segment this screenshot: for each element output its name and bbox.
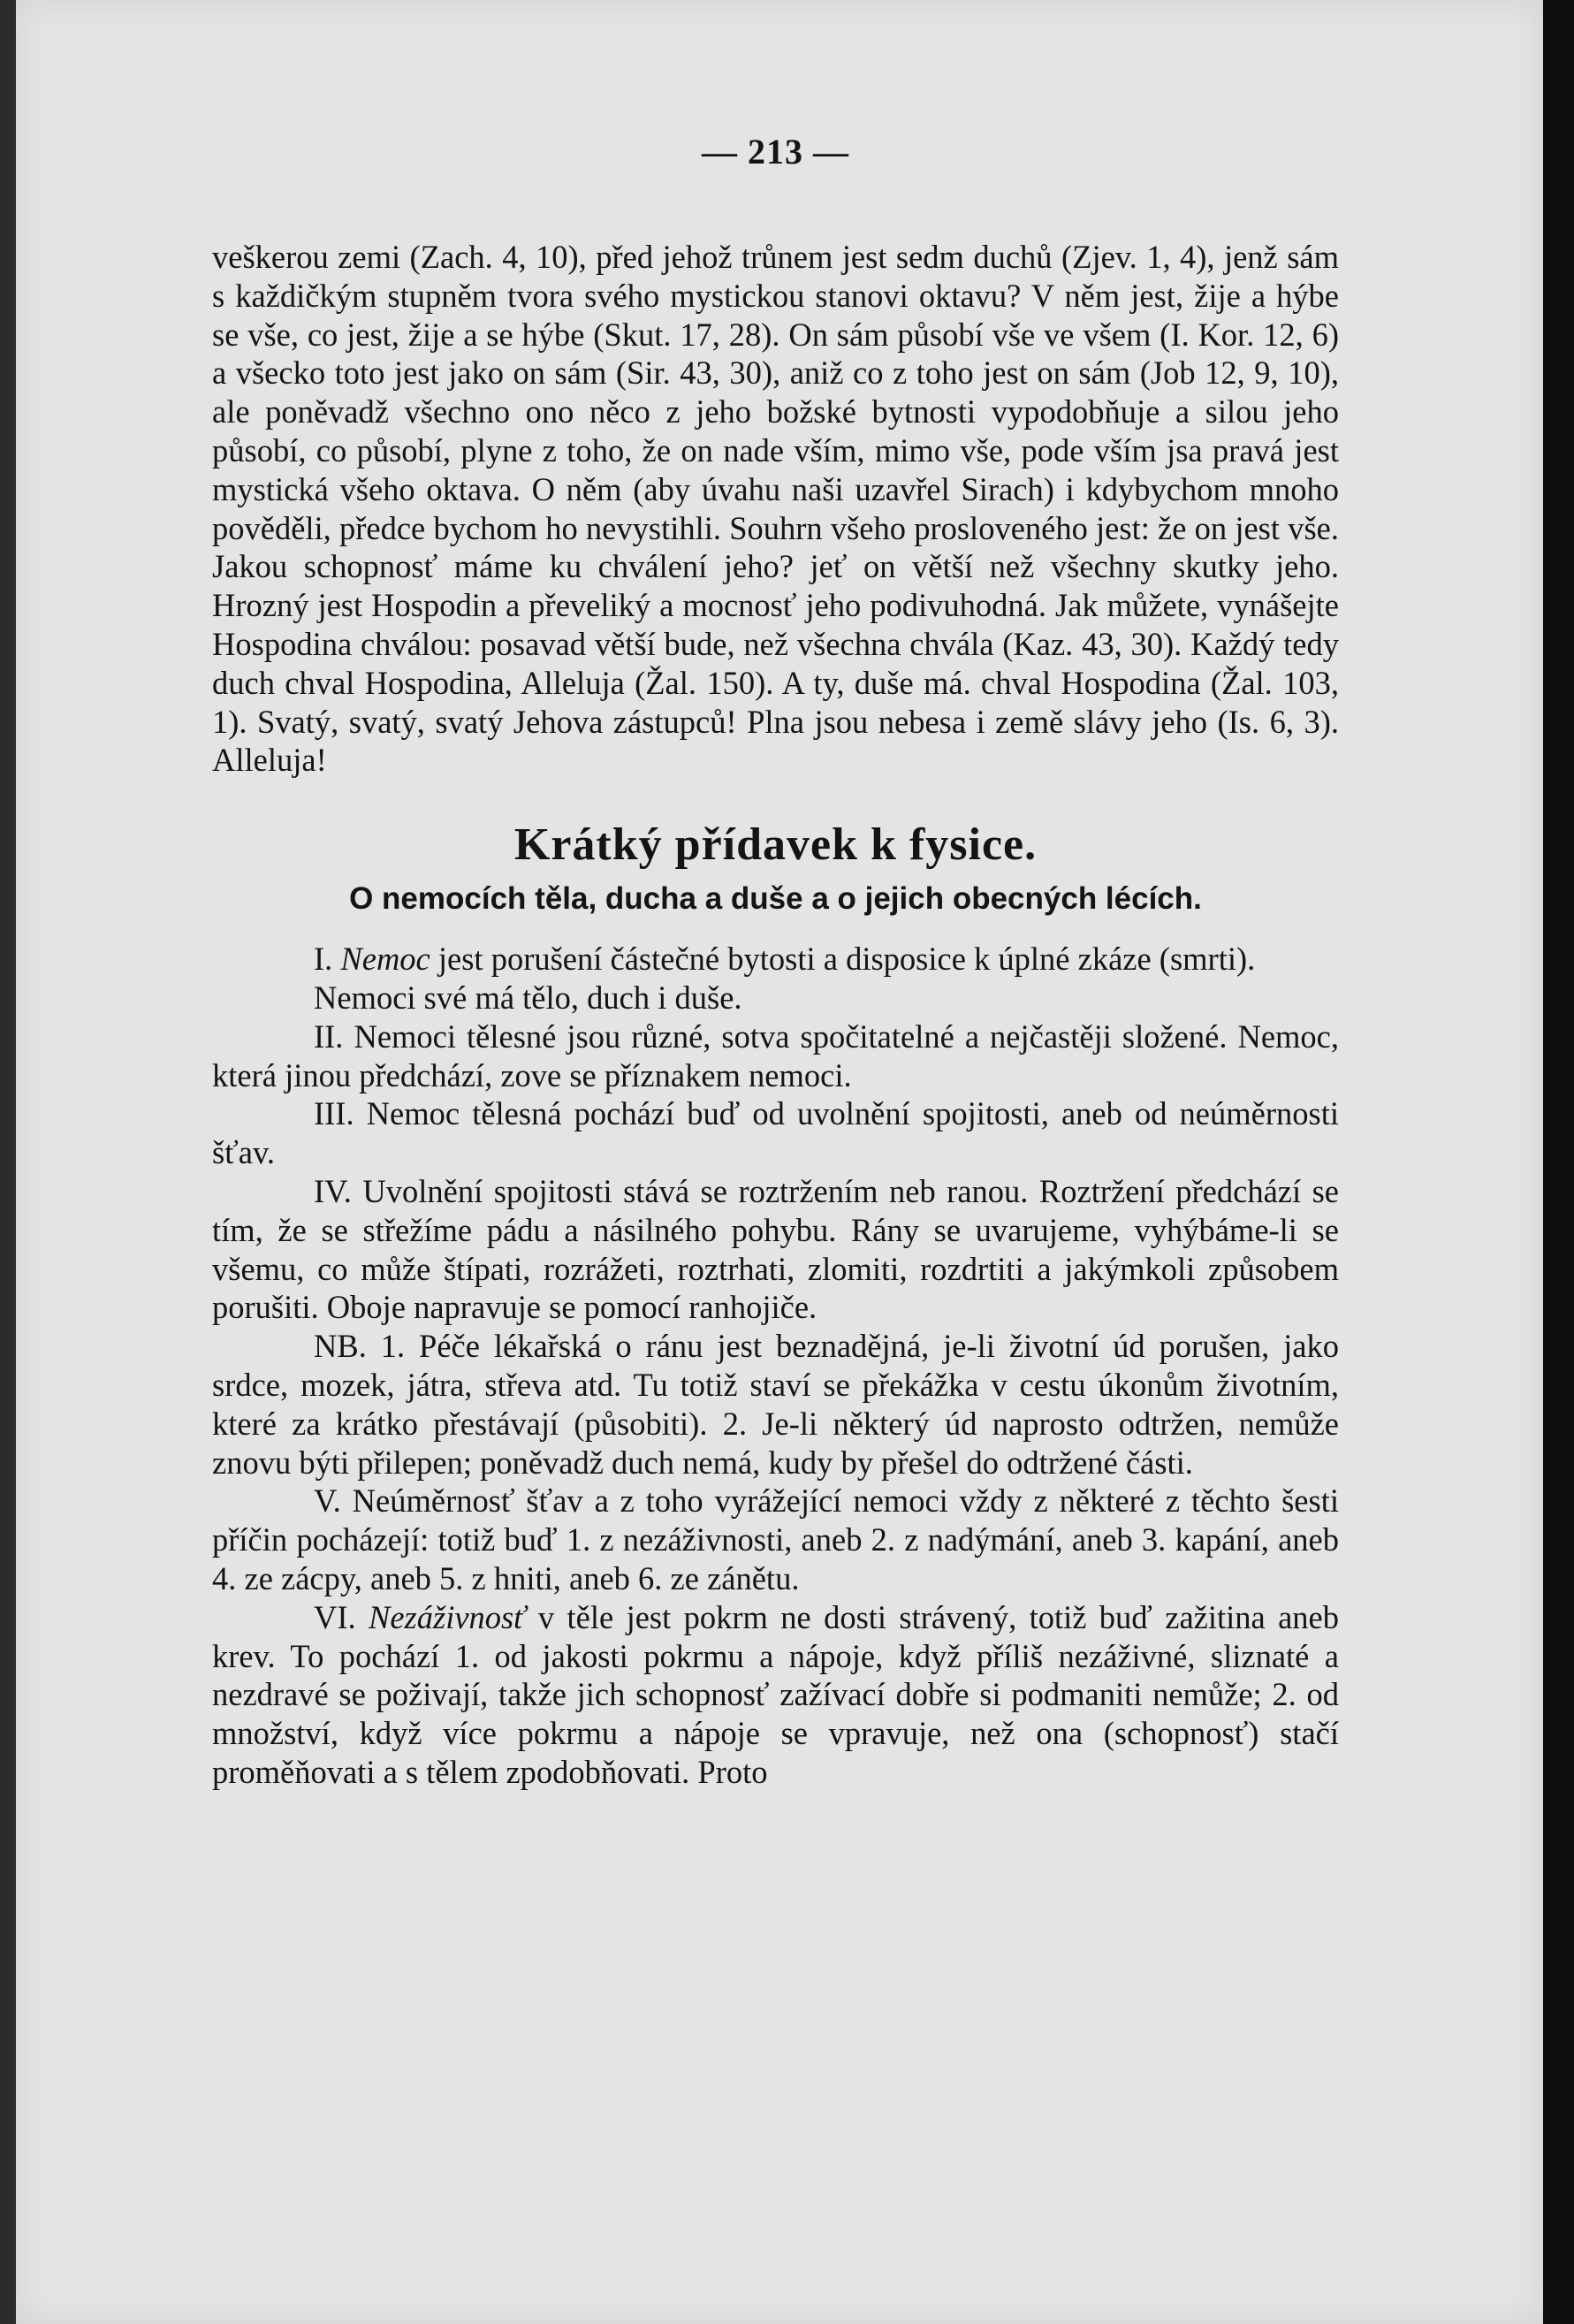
item-nb xyxy=(212,1327,1339,1482)
item-text: Nemoc tělesná pochází buď od uvolnění spojitosti, aneb od neúměrnosti šťav. xyxy=(212,1095,1339,1171)
item-text: 1. Péče lékařská o ránu jest beznadějná, je-li životní úd porušen, jako srdce, mozek, játra, střeva atd. Tu totiž staví se překážka v cestu úkonům životním, které za krátko přestávají (působiti). 2. Je-li některý úd naprosto odtržen, nemůže znovu býti přilepen; poněvadž duch nemá, kudy by přešel do odtržené části. xyxy=(212,1328,1339,1481)
item-text: jest porušení částečné bytosti a disposice k úplné zkáze (smrti). xyxy=(430,941,1256,978)
continuation-paragraph: veškerou zemi (Zach. 4, 10), před jehož trůnem jest sedm duchů (Zjev. 1, 4), jenž sám s každičkým stupněm tvora svého mystickou stanovi oktavu? V něm jest, žije a hýbe se vše, co jest, žije a se hýbe (Skut. 17, 28). On sám působí vše ve všem (I. Kor. 12, 6) a všecko toto jest jako on sám (Sir. 43, 30), aniž co z toho jest on sám (Job 12, 9, 10), ale poněvadž všechno ono něco z jeho božské bytnosti vypodobňuje a silou jeho působí, co působí, plyne z toho, že on nade vším, mimo vše, pode vším jsa pravá jest mystická všeho oktava. O něm (aby úvahu naši uzavřel Sirach) i kdybychom mnoho pověděli, předce bychom ho nevystihli. Souhrn všeho prosloveného jest: že on jest vše. Jakou schopnosť máme ku chválení jeho? jeť on větší než všechny skutky jeho. Hrozný jest Hospodin a převeliký a mocnosť jeho podivuhodná. Jak můžete, vynášejte Hospodina chválou: posavad větší bude, než všechna chvála (Kaz. 43, 30). Každý tedy duch chval Hospodina, Alleluja (Žal. 150). A ty, duše má. chval Hospodina (Žal. 103, 1). Svatý, svatý, svatý Jehova zástupců! Plna jsou nebesa i země slávy jeho (Is. 6, 3). Alleluja! xyxy=(212,239,1339,779)
section-subtitle: O nemocích těla, ducha a duše a o jejich obecných lécích. xyxy=(349,881,1202,917)
item-number: III. xyxy=(314,1095,354,1132)
item-text: Nemoci své má tělo, duch i duše. xyxy=(314,979,742,1016)
item-text: Uvolnění spojitosti stává se roztržením neb ranou. Roztržení předchází se tím, že se střežíme pádu a násilného pohybu. Rány se uvarujeme, vyhýbáme-li se všemu, co může štípati, rozrážeti, roztrhati, zlomiti, rozdrtiti a jakýmkoli způsobem porušiti. Oboje napravuje se pomocí ranhojiče. xyxy=(212,1172,1339,1326)
item-number: IV. xyxy=(314,1172,352,1209)
item-3 xyxy=(212,1094,1339,1172)
item-term: Nezáživnosť xyxy=(369,1598,526,1635)
item-number: I. xyxy=(314,941,333,978)
item-4 xyxy=(212,1172,1339,1327)
item-number: VI. xyxy=(314,1598,356,1635)
item-5 xyxy=(212,1482,1339,1597)
item-number: NB. xyxy=(314,1328,367,1365)
item-term: Nemoc xyxy=(340,941,430,978)
item-text: Neúměrnosť šťav a z toho vyrážející nemoci vždy z některé z těchto šesti příčin pocházejí: totiž buď 1. z nezáživnosti, aneb 2. z nadýmání, aneb 3. kapání, aneb 4. ze zácpy, aneb 5. z hniti, aneb 6. ze zánětu. xyxy=(212,1482,1339,1596)
page-number: — 213 — xyxy=(702,132,849,171)
item-1 xyxy=(212,940,1339,979)
page-right-edge xyxy=(1543,0,1574,2324)
item-6 xyxy=(212,1598,1339,1792)
item-number: II. xyxy=(314,1017,344,1055)
book-page xyxy=(16,0,1543,2324)
book-spine-edge xyxy=(0,0,16,2324)
item-text: v těle jest pokrm ne dosti strávený, totiž buď zažitina aneb krev. To pochází 1. od jakosti pokrmu a nápoje, když příliš nezáživné, sliznaté a nezdravé se poživají, takže jich schopnosť zažívací dobře si podmaniti nemůže; 2. od množství, když více pokrmu a nápoje se vpravuje, než ona (schopnosť) stačí proměňovati a s tělem zpodobňovati. Proto xyxy=(212,1598,1340,1790)
page-content xyxy=(212,131,1339,1792)
item-number: V. xyxy=(314,1482,341,1520)
item-text: Nemoci tělesné jsou různé, sotva spočitatelné a nejčastěji složené. Nemoc, která jinou předchází, zove se příznakem nemoci. xyxy=(212,1017,1339,1093)
item-1-note xyxy=(212,979,1339,1017)
section-title: Krátký přídavek k fysice. xyxy=(513,819,1038,871)
item-2 xyxy=(212,1017,1339,1095)
